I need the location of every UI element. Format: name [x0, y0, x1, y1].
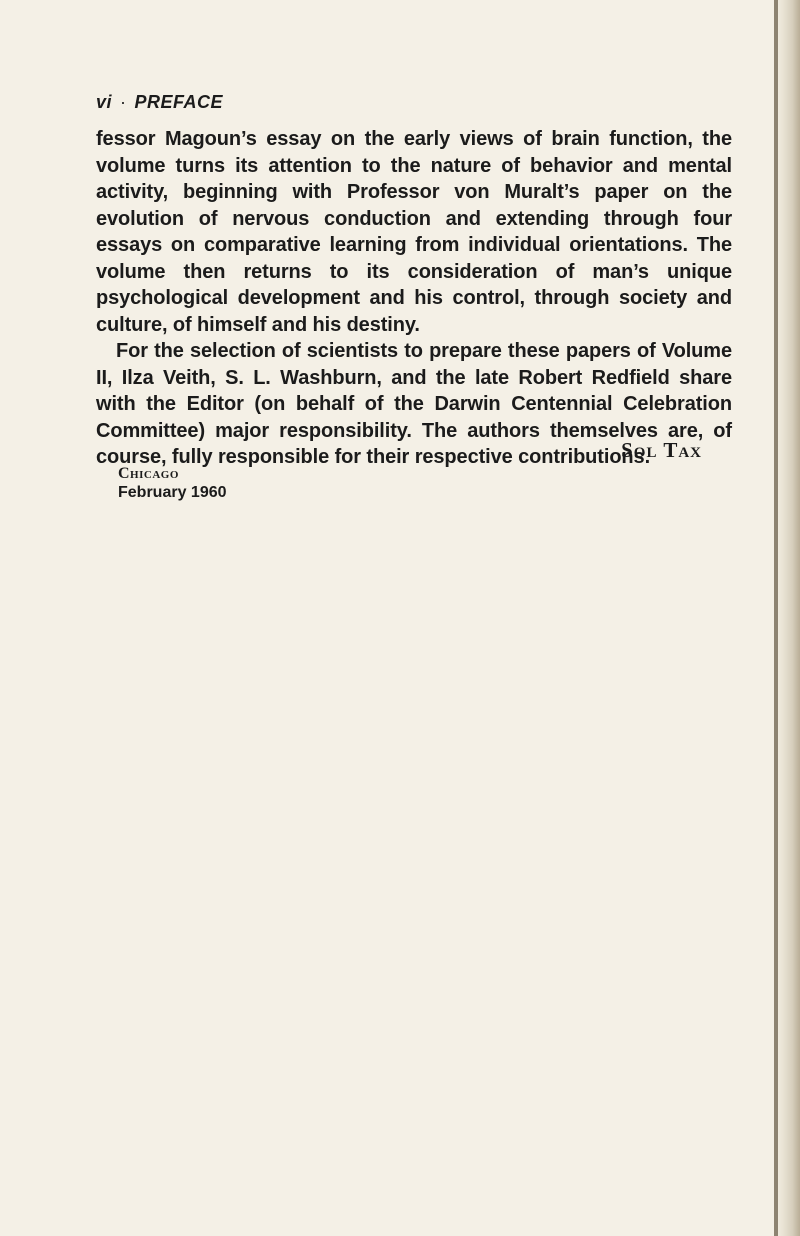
author-signature: Sol Tax — [621, 438, 702, 462]
paragraph: fessor Magoun’s essay on the early views of brain function, the volume turns its attention to the nature of behavior and mental activity, beginning with Professor von Muralt’s paper on the evolution of nervous conduction and extending through four essays on comparative learning from individual orientations. The volume then returns to its consideration of man’s unique psychological development and his control, through society and culture, of himself and his destiny. — [96, 128, 732, 336]
running-head — [96, 92, 223, 113]
signing-date: February 1960 — [118, 484, 227, 501]
preface-body — [96, 126, 732, 471]
signing-place: Chicago — [118, 465, 179, 482]
section-title: PREFACE — [134, 92, 224, 112]
running-head-separator: · — [120, 92, 127, 112]
paragraph: For the selection of scientists to prepare these papers of Volume II, Ilza Veith, S. L. Washburn, and the late Robert Redfield share with the Editor (on behalf of the Darwin Centennial Celebration Committee) major responsibility. The authors themselves are, of course, fully responsible for their respective contributions. — [96, 340, 732, 468]
page-edge-line — [774, 0, 778, 1236]
page-number: vi — [96, 92, 113, 112]
